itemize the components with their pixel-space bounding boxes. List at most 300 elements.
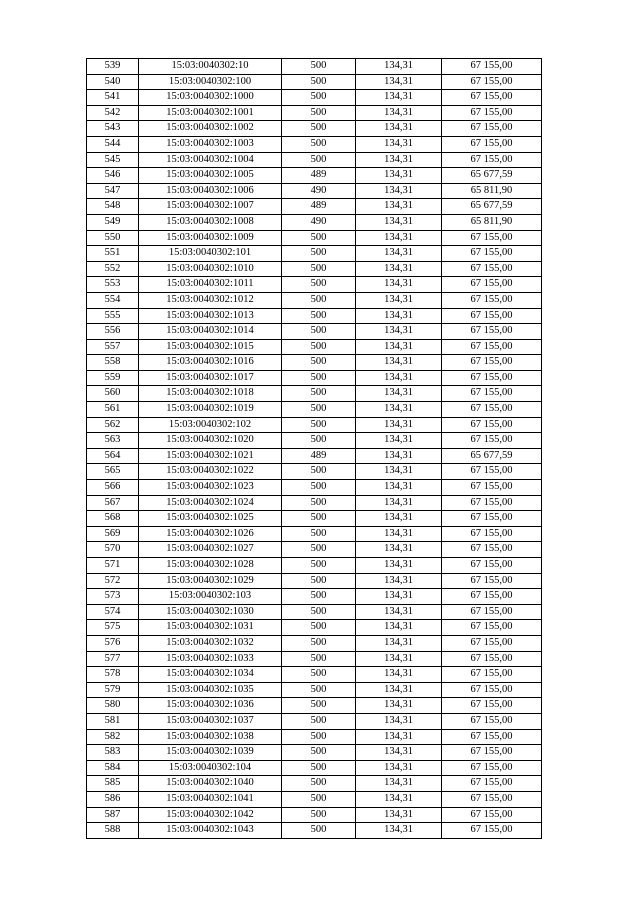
cadastral-number-cell: 15:03:0040302:1022 <box>139 464 282 480</box>
rate-cell: 134,31 <box>356 121 442 137</box>
rate-cell: 134,31 <box>356 667 442 683</box>
cadastral-number-cell: 15:03:0040302:1030 <box>139 604 282 620</box>
area-cell: 500 <box>282 59 356 75</box>
area-cell: 500 <box>282 542 356 558</box>
total-cell: 67 155,00 <box>442 261 542 277</box>
cadastral-number-cell: 15:03:0040302:102 <box>139 417 282 433</box>
rate-cell: 134,31 <box>356 558 442 574</box>
row-number-cell: 543 <box>87 121 139 137</box>
total-cell: 67 155,00 <box>442 620 542 636</box>
area-cell: 500 <box>282 760 356 776</box>
total-cell: 67 155,00 <box>442 604 542 620</box>
cadastral-number-cell: 15:03:0040302:1041 <box>139 791 282 807</box>
total-cell: 67 155,00 <box>442 713 542 729</box>
area-cell: 500 <box>282 105 356 121</box>
table-row <box>87 760 542 776</box>
area-cell: 500 <box>282 791 356 807</box>
area-cell: 489 <box>282 199 356 215</box>
row-number-cell: 572 <box>87 573 139 589</box>
area-cell: 500 <box>282 620 356 636</box>
row-number-cell: 584 <box>87 760 139 776</box>
total-cell: 67 155,00 <box>442 277 542 293</box>
cadastral-number-cell: 15:03:0040302:1035 <box>139 682 282 698</box>
area-cell: 500 <box>282 339 356 355</box>
cadastral-number-cell: 15:03:0040302:1026 <box>139 526 282 542</box>
cadastral-number-cell: 15:03:0040302:1009 <box>139 230 282 246</box>
table-row <box>87 59 542 75</box>
cadastral-number-cell: 15:03:0040302:1031 <box>139 620 282 636</box>
area-cell: 500 <box>282 152 356 168</box>
rate-cell: 134,31 <box>356 386 442 402</box>
row-number-cell: 588 <box>87 823 139 839</box>
rate-cell: 134,31 <box>356 729 442 745</box>
table-row <box>87 152 542 168</box>
row-number-cell: 541 <box>87 90 139 106</box>
row-number-cell: 545 <box>87 152 139 168</box>
area-cell: 500 <box>282 651 356 667</box>
rate-cell: 134,31 <box>356 199 442 215</box>
rate-cell: 134,31 <box>356 682 442 698</box>
cadastral-number-cell: 15:03:0040302:1013 <box>139 308 282 324</box>
area-cell: 500 <box>282 713 356 729</box>
table-row <box>87 386 542 402</box>
rate-cell: 134,31 <box>356 698 442 714</box>
area-cell: 500 <box>282 277 356 293</box>
cadastral-number-cell: 15:03:0040302:1033 <box>139 651 282 667</box>
cadastral-number-cell: 15:03:0040302:1021 <box>139 448 282 464</box>
table-row <box>87 433 542 449</box>
row-number-cell: 544 <box>87 136 139 152</box>
total-cell: 67 155,00 <box>442 698 542 714</box>
area-cell: 500 <box>282 745 356 761</box>
cadastral-number-cell: 15:03:0040302:1004 <box>139 152 282 168</box>
total-cell: 67 155,00 <box>442 74 542 90</box>
area-cell: 500 <box>282 324 356 340</box>
row-number-cell: 581 <box>87 713 139 729</box>
area-cell: 500 <box>282 729 356 745</box>
table-row <box>87 168 542 184</box>
table-row <box>87 292 542 308</box>
cadastral-number-cell: 15:03:0040302:1005 <box>139 168 282 184</box>
rate-cell: 134,31 <box>356 214 442 230</box>
cadastral-number-cell: 15:03:0040302:1000 <box>139 90 282 106</box>
total-cell: 67 155,00 <box>442 682 542 698</box>
cadastral-number-cell: 15:03:0040302:103 <box>139 589 282 605</box>
total-cell: 65 677,59 <box>442 199 542 215</box>
cadastral-number-cell: 15:03:0040302:1036 <box>139 698 282 714</box>
table-row <box>87 495 542 511</box>
table-row <box>87 745 542 761</box>
total-cell: 67 155,00 <box>442 90 542 106</box>
area-cell: 500 <box>282 90 356 106</box>
row-number-cell: 558 <box>87 355 139 371</box>
total-cell: 67 155,00 <box>442 464 542 480</box>
area-cell: 500 <box>282 433 356 449</box>
row-number-cell: 575 <box>87 620 139 636</box>
area-cell: 500 <box>282 667 356 683</box>
rate-cell: 134,31 <box>356 573 442 589</box>
total-cell: 67 155,00 <box>442 308 542 324</box>
total-cell: 67 155,00 <box>442 589 542 605</box>
rate-cell: 134,31 <box>356 807 442 823</box>
cadastral-number-cell: 15:03:0040302:1020 <box>139 433 282 449</box>
cadastral-number-cell: 15:03:0040302:1028 <box>139 558 282 574</box>
total-cell: 67 155,00 <box>442 542 542 558</box>
cadastral-number-cell: 15:03:0040302:1014 <box>139 324 282 340</box>
rate-cell: 134,31 <box>356 308 442 324</box>
area-cell: 500 <box>282 604 356 620</box>
cadastral-number-cell: 15:03:0040302:1038 <box>139 729 282 745</box>
table-row <box>87 121 542 137</box>
cadastral-number-cell: 15:03:0040302:1025 <box>139 511 282 527</box>
table-row <box>87 464 542 480</box>
total-cell: 65 677,59 <box>442 168 542 184</box>
table-row <box>87 90 542 106</box>
cadastral-number-cell: 15:03:0040302:1024 <box>139 495 282 511</box>
row-number-cell: 567 <box>87 495 139 511</box>
row-number-cell: 552 <box>87 261 139 277</box>
total-cell: 67 155,00 <box>442 433 542 449</box>
total-cell: 67 155,00 <box>442 324 542 340</box>
area-cell: 500 <box>282 480 356 496</box>
row-number-cell: 587 <box>87 807 139 823</box>
cadastral-number-cell: 15:03:0040302:1006 <box>139 183 282 199</box>
rate-cell: 134,31 <box>356 526 442 542</box>
table-row <box>87 308 542 324</box>
cadastral-number-cell: 15:03:0040302:1016 <box>139 355 282 371</box>
cadastral-number-cell: 15:03:0040302:1037 <box>139 713 282 729</box>
row-number-cell: 583 <box>87 745 139 761</box>
table-row <box>87 651 542 667</box>
rate-cell: 134,31 <box>356 261 442 277</box>
table-row <box>87 729 542 745</box>
cadastral-number-cell: 15:03:0040302:100 <box>139 74 282 90</box>
rate-cell: 134,31 <box>356 542 442 558</box>
rate-cell: 134,31 <box>356 511 442 527</box>
table-row <box>87 604 542 620</box>
total-cell: 67 155,00 <box>442 760 542 776</box>
rate-cell: 134,31 <box>356 339 442 355</box>
table-row <box>87 246 542 262</box>
total-cell: 65 811,90 <box>442 183 542 199</box>
cadastral-number-cell: 15:03:0040302:1032 <box>139 635 282 651</box>
area-cell: 500 <box>282 776 356 792</box>
table-row <box>87 823 542 839</box>
cadastral-number-cell: 15:03:0040302:1002 <box>139 121 282 137</box>
row-number-cell: 561 <box>87 402 139 418</box>
total-cell: 67 155,00 <box>442 292 542 308</box>
rate-cell: 134,31 <box>356 90 442 106</box>
rate-cell: 134,31 <box>356 760 442 776</box>
row-number-cell: 547 <box>87 183 139 199</box>
total-cell: 67 155,00 <box>442 246 542 262</box>
rate-cell: 134,31 <box>356 651 442 667</box>
row-number-cell: 542 <box>87 105 139 121</box>
total-cell: 67 155,00 <box>442 745 542 761</box>
area-cell: 490 <box>282 183 356 199</box>
cadastral-number-cell: 15:03:0040302:1003 <box>139 136 282 152</box>
row-number-cell: 553 <box>87 277 139 293</box>
area-cell: 500 <box>282 261 356 277</box>
total-cell: 67 155,00 <box>442 136 542 152</box>
total-cell: 67 155,00 <box>442 573 542 589</box>
rate-cell: 134,31 <box>356 635 442 651</box>
table-row <box>87 199 542 215</box>
table-row <box>87 558 542 574</box>
total-cell: 67 155,00 <box>442 480 542 496</box>
table-row <box>87 324 542 340</box>
total-cell: 67 155,00 <box>442 823 542 839</box>
area-cell: 500 <box>282 495 356 511</box>
total-cell: 65 677,59 <box>442 448 542 464</box>
row-number-cell: 574 <box>87 604 139 620</box>
total-cell: 67 155,00 <box>442 121 542 137</box>
row-number-cell: 579 <box>87 682 139 698</box>
area-cell: 500 <box>282 682 356 698</box>
table-row <box>87 214 542 230</box>
rate-cell: 134,31 <box>356 417 442 433</box>
total-cell: 67 155,00 <box>442 791 542 807</box>
row-number-cell: 582 <box>87 729 139 745</box>
row-number-cell: 560 <box>87 386 139 402</box>
row-number-cell: 585 <box>87 776 139 792</box>
total-cell: 67 155,00 <box>442 526 542 542</box>
area-cell: 500 <box>282 589 356 605</box>
rate-cell: 134,31 <box>356 230 442 246</box>
area-cell: 500 <box>282 464 356 480</box>
table-row <box>87 511 542 527</box>
rate-cell: 134,31 <box>356 355 442 371</box>
cadastral-number-cell: 15:03:0040302:1040 <box>139 776 282 792</box>
total-cell: 67 155,00 <box>442 370 542 386</box>
row-number-cell: 564 <box>87 448 139 464</box>
table-row <box>87 230 542 246</box>
area-cell: 500 <box>282 121 356 137</box>
total-cell: 67 155,00 <box>442 402 542 418</box>
table-row <box>87 339 542 355</box>
rate-cell: 134,31 <box>356 480 442 496</box>
table-row <box>87 74 542 90</box>
area-cell: 500 <box>282 573 356 589</box>
area-cell: 500 <box>282 823 356 839</box>
total-cell: 67 155,00 <box>442 152 542 168</box>
table-row <box>87 261 542 277</box>
row-number-cell: 576 <box>87 635 139 651</box>
total-cell: 67 155,00 <box>442 651 542 667</box>
row-number-cell: 580 <box>87 698 139 714</box>
cadastral-number-cell: 15:03:0040302:1019 <box>139 402 282 418</box>
area-cell: 500 <box>282 635 356 651</box>
cadastral-number-cell: 15:03:0040302:1007 <box>139 199 282 215</box>
area-cell: 500 <box>282 292 356 308</box>
row-number-cell: 546 <box>87 168 139 184</box>
rate-cell: 134,31 <box>356 448 442 464</box>
cadastral-number-cell: 15:03:0040302:104 <box>139 760 282 776</box>
rate-cell: 134,31 <box>356 713 442 729</box>
row-number-cell: 554 <box>87 292 139 308</box>
area-cell: 489 <box>282 168 356 184</box>
table-row <box>87 402 542 418</box>
row-number-cell: 569 <box>87 526 139 542</box>
table-row <box>87 448 542 464</box>
total-cell: 67 155,00 <box>442 386 542 402</box>
total-cell: 67 155,00 <box>442 339 542 355</box>
row-number-cell: 568 <box>87 511 139 527</box>
rate-cell: 134,31 <box>356 136 442 152</box>
table-row <box>87 370 542 386</box>
area-cell: 500 <box>282 136 356 152</box>
total-cell: 65 811,90 <box>442 214 542 230</box>
area-cell: 490 <box>282 214 356 230</box>
row-number-cell: 555 <box>87 308 139 324</box>
rate-cell: 134,31 <box>356 105 442 121</box>
table-row <box>87 682 542 698</box>
cadastral-number-cell: 15:03:0040302:1017 <box>139 370 282 386</box>
table-row <box>87 277 542 293</box>
area-cell: 489 <box>282 448 356 464</box>
row-number-cell: 571 <box>87 558 139 574</box>
rate-cell: 134,31 <box>356 464 442 480</box>
cadastral-number-cell: 15:03:0040302:1042 <box>139 807 282 823</box>
table-row <box>87 635 542 651</box>
total-cell: 67 155,00 <box>442 511 542 527</box>
area-cell: 500 <box>282 402 356 418</box>
rate-cell: 134,31 <box>356 246 442 262</box>
table-row <box>87 542 542 558</box>
row-number-cell: 565 <box>87 464 139 480</box>
row-number-cell: 586 <box>87 791 139 807</box>
table-row <box>87 573 542 589</box>
cadastral-number-cell: 15:03:0040302:1029 <box>139 573 282 589</box>
total-cell: 67 155,00 <box>442 558 542 574</box>
cadastral-number-cell: 15:03:0040302:1001 <box>139 105 282 121</box>
cadastral-number-cell: 15:03:0040302:101 <box>139 246 282 262</box>
area-cell: 500 <box>282 246 356 262</box>
table-row <box>87 807 542 823</box>
total-cell: 67 155,00 <box>442 105 542 121</box>
total-cell: 67 155,00 <box>442 355 542 371</box>
cadastral-number-cell: 15:03:0040302:1010 <box>139 261 282 277</box>
table-row <box>87 791 542 807</box>
total-cell: 67 155,00 <box>442 417 542 433</box>
rate-cell: 134,31 <box>356 168 442 184</box>
row-number-cell: 578 <box>87 667 139 683</box>
row-number-cell: 557 <box>87 339 139 355</box>
table-row <box>87 667 542 683</box>
rate-cell: 134,31 <box>356 152 442 168</box>
rate-cell: 134,31 <box>356 59 442 75</box>
cadastral-number-cell: 15:03:0040302:1011 <box>139 277 282 293</box>
rate-cell: 134,31 <box>356 433 442 449</box>
table-row <box>87 589 542 605</box>
total-cell: 67 155,00 <box>442 635 542 651</box>
table-row <box>87 417 542 433</box>
area-cell: 500 <box>282 74 356 90</box>
table-row <box>87 480 542 496</box>
cadastral-number-cell: 15:03:0040302:1018 <box>139 386 282 402</box>
rate-cell: 134,31 <box>356 277 442 293</box>
rate-cell: 134,31 <box>356 791 442 807</box>
row-number-cell: 573 <box>87 589 139 605</box>
cadastral-number-cell: 15:03:0040302:1039 <box>139 745 282 761</box>
row-number-cell: 562 <box>87 417 139 433</box>
cadastral-number-cell: 15:03:0040302:1043 <box>139 823 282 839</box>
row-number-cell: 556 <box>87 324 139 340</box>
row-number-cell: 548 <box>87 199 139 215</box>
row-number-cell: 549 <box>87 214 139 230</box>
row-number-cell: 551 <box>87 246 139 262</box>
table-row <box>87 105 542 121</box>
land-plot-table <box>86 58 542 839</box>
cadastral-number-cell: 15:03:0040302:10 <box>139 59 282 75</box>
table-row <box>87 713 542 729</box>
area-cell: 500 <box>282 511 356 527</box>
row-number-cell: 566 <box>87 480 139 496</box>
table-body <box>87 59 542 839</box>
row-number-cell: 563 <box>87 433 139 449</box>
total-cell: 67 155,00 <box>442 776 542 792</box>
area-cell: 500 <box>282 698 356 714</box>
rate-cell: 134,31 <box>356 324 442 340</box>
cadastral-number-cell: 15:03:0040302:1023 <box>139 480 282 496</box>
area-cell: 500 <box>282 230 356 246</box>
area-cell: 500 <box>282 308 356 324</box>
total-cell: 67 155,00 <box>442 495 542 511</box>
rate-cell: 134,31 <box>356 604 442 620</box>
row-number-cell: 540 <box>87 74 139 90</box>
rate-cell: 134,31 <box>356 745 442 761</box>
table-row <box>87 183 542 199</box>
total-cell: 67 155,00 <box>442 807 542 823</box>
rate-cell: 134,31 <box>356 402 442 418</box>
table-row <box>87 526 542 542</box>
area-cell: 500 <box>282 807 356 823</box>
total-cell: 67 155,00 <box>442 230 542 246</box>
cadastral-number-cell: 15:03:0040302:1012 <box>139 292 282 308</box>
area-cell: 500 <box>282 558 356 574</box>
cadastral-number-cell: 15:03:0040302:1008 <box>139 214 282 230</box>
area-cell: 500 <box>282 386 356 402</box>
rate-cell: 134,31 <box>356 74 442 90</box>
cadastral-number-cell: 15:03:0040302:1015 <box>139 339 282 355</box>
rate-cell: 134,31 <box>356 495 442 511</box>
total-cell: 67 155,00 <box>442 667 542 683</box>
table-row <box>87 136 542 152</box>
row-number-cell: 570 <box>87 542 139 558</box>
table-row <box>87 698 542 714</box>
row-number-cell: 577 <box>87 651 139 667</box>
cadastral-number-cell: 15:03:0040302:1034 <box>139 667 282 683</box>
row-number-cell: 539 <box>87 59 139 75</box>
row-number-cell: 559 <box>87 370 139 386</box>
area-cell: 500 <box>282 370 356 386</box>
total-cell: 67 155,00 <box>442 729 542 745</box>
total-cell: 67 155,00 <box>442 59 542 75</box>
row-number-cell: 550 <box>87 230 139 246</box>
table-row <box>87 776 542 792</box>
rate-cell: 134,31 <box>356 589 442 605</box>
rate-cell: 134,31 <box>356 292 442 308</box>
rate-cell: 134,31 <box>356 370 442 386</box>
rate-cell: 134,31 <box>356 620 442 636</box>
rate-cell: 134,31 <box>356 183 442 199</box>
area-cell: 500 <box>282 417 356 433</box>
table-row <box>87 620 542 636</box>
rate-cell: 134,31 <box>356 776 442 792</box>
rate-cell: 134,31 <box>356 823 442 839</box>
cadastral-number-cell: 15:03:0040302:1027 <box>139 542 282 558</box>
table-row <box>87 355 542 371</box>
